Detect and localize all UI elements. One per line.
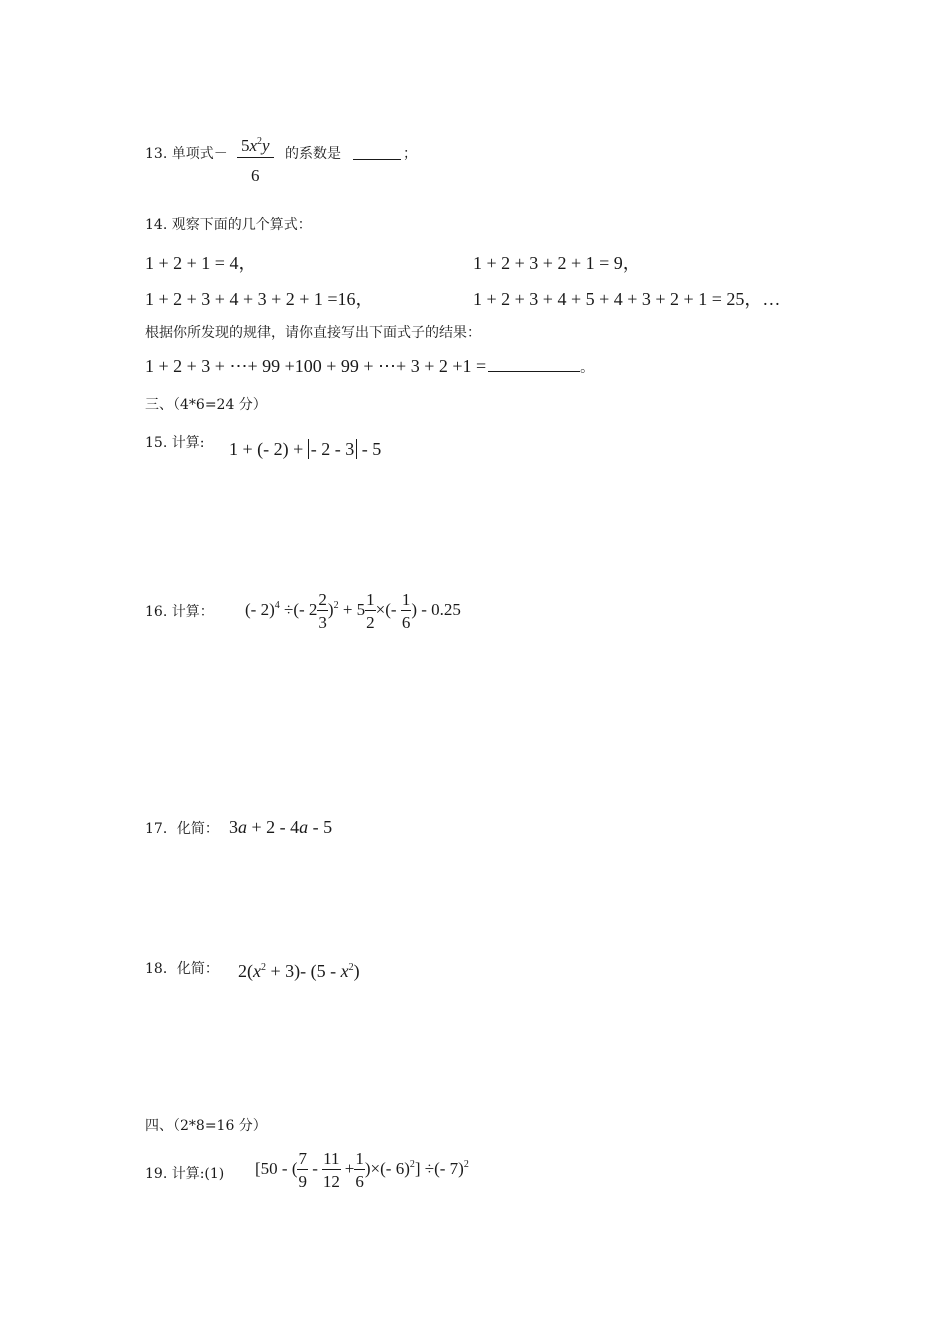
q18-part3: ) [353,961,360,981]
q14-eq2: 1 + 2 + 3 + 2 + 1 = 9， [473,253,641,273]
q19-plus: + [344,1158,355,1178]
q13-answer-blank [353,145,401,160]
q19-exp-a: 2 [409,1158,415,1170]
q16-fraction-2: $\frac{1}{2}$ [366,590,375,632]
q16-plus5: + 5 [342,599,366,619]
q19-label: 19. 计算:(1) [145,1166,225,1182]
q14-answer-blank [488,357,580,372]
q15-expr-a: 1 + (- 2) + [229,439,304,459]
q16-label: 16. 计算： [145,604,214,620]
q16-times: ×(- [375,599,397,619]
q16-div: ÷(- 2 [283,599,318,619]
q13-prefix: 13. 单项式－ [145,146,228,162]
q14-eq1: 1 + 2 + 1 = 4， [145,253,257,273]
q14-eq4: 1 + 2 + 3 + 4 + 5 + 4 + 3 + 2 + 1 = 25，… [473,289,781,309]
q19-expression [255,1150,469,1190]
q19-fraction-2: $\frac{11}{12}$ [322,1149,340,1191]
q17-var-a2: a [299,817,309,837]
q18-var-x2: x [340,961,349,981]
q13-end: ； [403,146,417,162]
q19-fraction-3: $\frac{1}{6}$ [355,1149,364,1191]
q13-var-y: y [262,136,270,155]
q13-exp: 2 [257,136,263,147]
q14-expression-line [145,356,594,377]
q19-tail: ] ÷(- 7) [414,1158,464,1178]
q19-minus: - [312,1158,318,1178]
q15-expression [229,439,381,460]
q16-exp4: 4 [274,599,280,611]
q17-coef: 3 [229,817,238,837]
q17-var-a1: a [238,817,247,837]
q18-part1: 2( [238,961,253,981]
q14-instruction: 根据你所发现的规律，请你直接写出下面式子的结果： [145,325,481,341]
q16-tail: ) - 0.25 [411,599,461,619]
q19-open: [50 - ( [255,1158,298,1178]
q14-title: 14. 观察下面的几个算式： [145,217,312,233]
q17-expression [229,817,332,838]
section-4-heading: 四、（2*8=16 分） [145,1118,267,1134]
q19-fraction-1: $\frac{7}{9}$ [298,1149,307,1191]
q18-exp1: 2 [261,962,266,973]
q18-var-x1: x [253,961,261,981]
q16-exp2: 2 [333,599,339,611]
q16-fraction-1: $\frac{2}{3}$ [318,590,327,632]
q19-exp-b: 2 [463,1158,469,1170]
q18-part2: + 3)- (5 - [266,961,341,981]
q16-fraction-3: $\frac{1}{6}$ [401,590,411,632]
q16-expression [245,591,461,631]
q17-tail: - 5 [308,817,333,837]
q13-fraction [237,137,274,184]
section-3-heading: 三、（4*6=24 分） [145,397,267,413]
q14-end: 。 [580,360,595,376]
q14-expression: 1 + 2 + 3 + ⋯+ 99 +100 + 99 + ⋯+ 3 + 2 +1 = [145,356,487,376]
q14-eq3: 1 + 2 + 3 + 4 + 3 + 2 + 1 =16， [145,289,374,309]
q18-exp2: 2 [348,962,354,973]
q13-var-x: x [249,136,258,155]
q15-absolute-value: - 2 - 3 [308,439,358,459]
q19-mid: )×(- 6) [364,1158,410,1178]
q13-numerator: 5 [241,136,250,155]
q16-close: ) [327,599,334,619]
q13-suffix: 的系数是 [285,146,341,162]
q15-label: 15. 计算: [145,435,205,451]
q17-label: 17．化简： [145,821,219,837]
q18-label: 18．化简： [145,961,219,977]
q17-mid: + 2 - 4 [247,817,300,837]
q13-denominator: 6 [251,166,260,185]
q16-base: (- 2) [245,599,275,619]
q18-expression [238,961,360,982]
q15-expr-b: - 5 [361,439,382,459]
